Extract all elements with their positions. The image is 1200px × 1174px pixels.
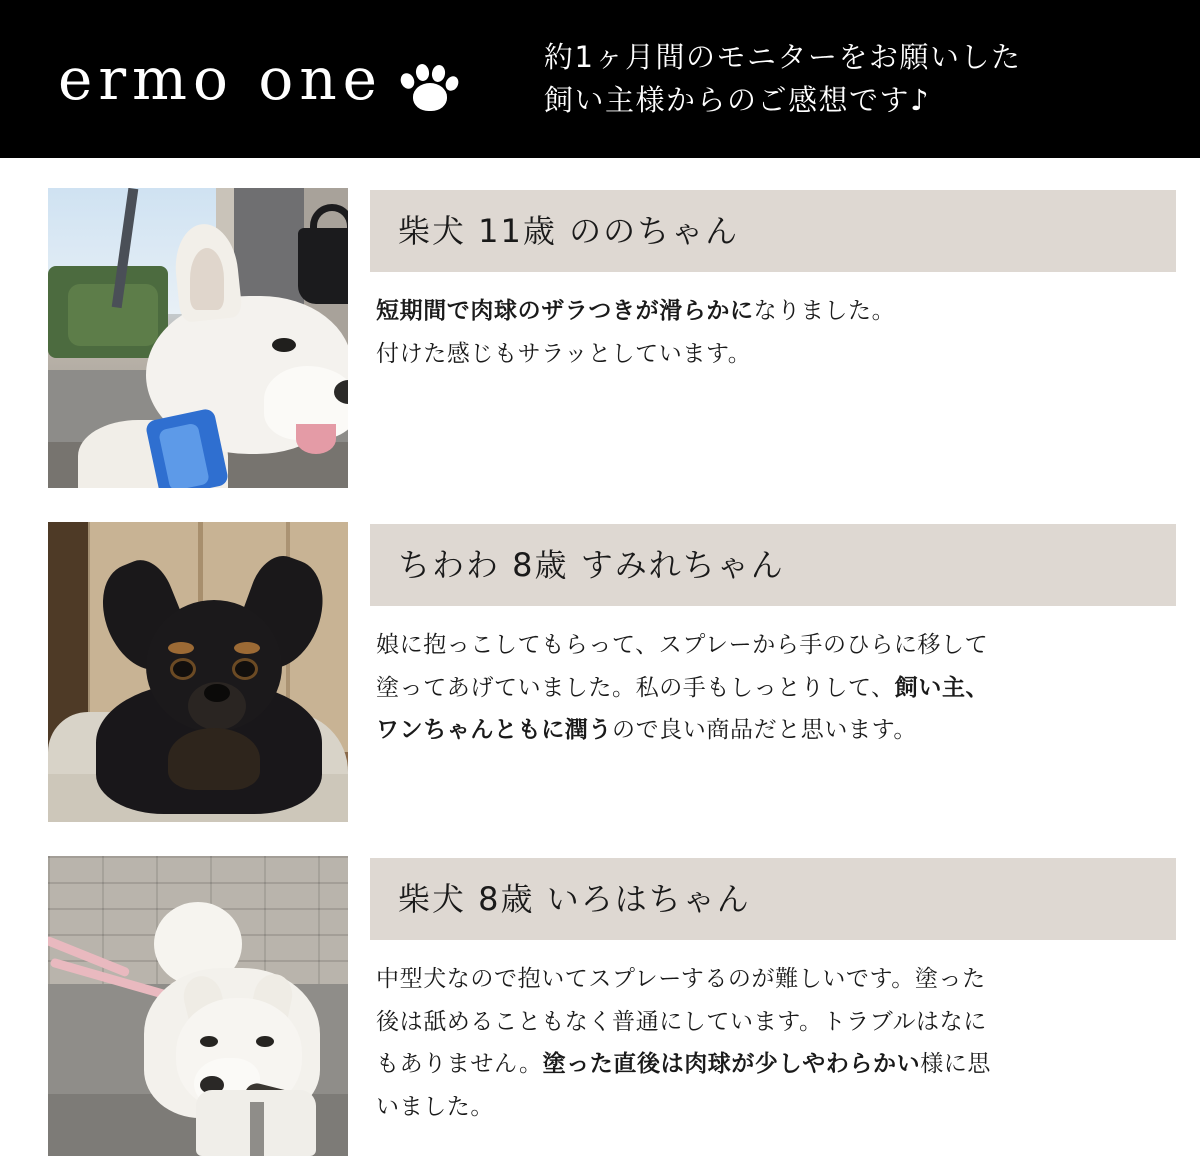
review-item <box>0 522 1200 822</box>
review-text <box>370 940 1176 1128</box>
review-text-normal: もありません。 <box>376 1051 543 1078</box>
review-title: ちわわ 8歳 すみれちゃん <box>370 524 1176 606</box>
reviews-list <box>0 158 1200 1156</box>
page-header <box>0 0 1200 158</box>
review-text-bold: ワンちゃんともに潤う <box>376 717 612 744</box>
review-text <box>370 606 1176 752</box>
review-text-normal: 中型犬なので抱いてスプレーするのが難しいです。塗った <box>376 966 986 993</box>
review-title: 柴犬 8歳 いろはちゃん <box>370 858 1176 940</box>
review-body <box>348 522 1176 822</box>
review-item <box>0 188 1200 488</box>
review-text-normal: 後は舐めることもなく普通にしています。トラブルはなに <box>376 1008 987 1035</box>
review-body <box>348 856 1176 1156</box>
review-photo-shiba-iroha <box>48 856 348 1156</box>
headline-line-2: 飼い主様からのご感想です♪ <box>544 83 931 117</box>
review-item <box>0 856 1200 1156</box>
review-text-normal: 様に思 <box>920 1051 992 1078</box>
brand-name: ermo one <box>58 45 384 113</box>
review-text <box>370 272 1176 375</box>
review-text-bold: 短期間で肉球のザラつきが滑らかに <box>376 298 754 325</box>
review-title: 柴犬 11歳 ののちゃん <box>370 190 1176 272</box>
review-text-normal: 娘に抱っこしてもらって、スプレーから手のひらに移して <box>376 632 989 659</box>
review-photo-shiba-nono <box>48 188 348 488</box>
review-text-bold: 塗った直後は肉球が少しやわらかい <box>542 1051 921 1078</box>
header-headline <box>518 36 1021 123</box>
review-text-bold: 飼い主、 <box>894 674 990 701</box>
paw-print-icon <box>395 59 465 113</box>
headline-line-1: 約1ヶ月間のモニターをお願いした <box>544 39 1022 74</box>
review-text-normal: なりました。 <box>753 298 896 325</box>
review-body <box>348 188 1176 488</box>
review-text-normal: 塗ってあげていました。私の手もしっとりして、 <box>376 674 895 701</box>
review-photo-chihuahua-sumire <box>48 522 348 822</box>
brand-block <box>58 45 518 113</box>
review-text-normal: 付けた感じもサラッとしています。 <box>376 340 752 367</box>
review-text-normal: いました。 <box>376 1094 494 1121</box>
review-text-normal: ので良い商品だと思います。 <box>612 717 917 744</box>
